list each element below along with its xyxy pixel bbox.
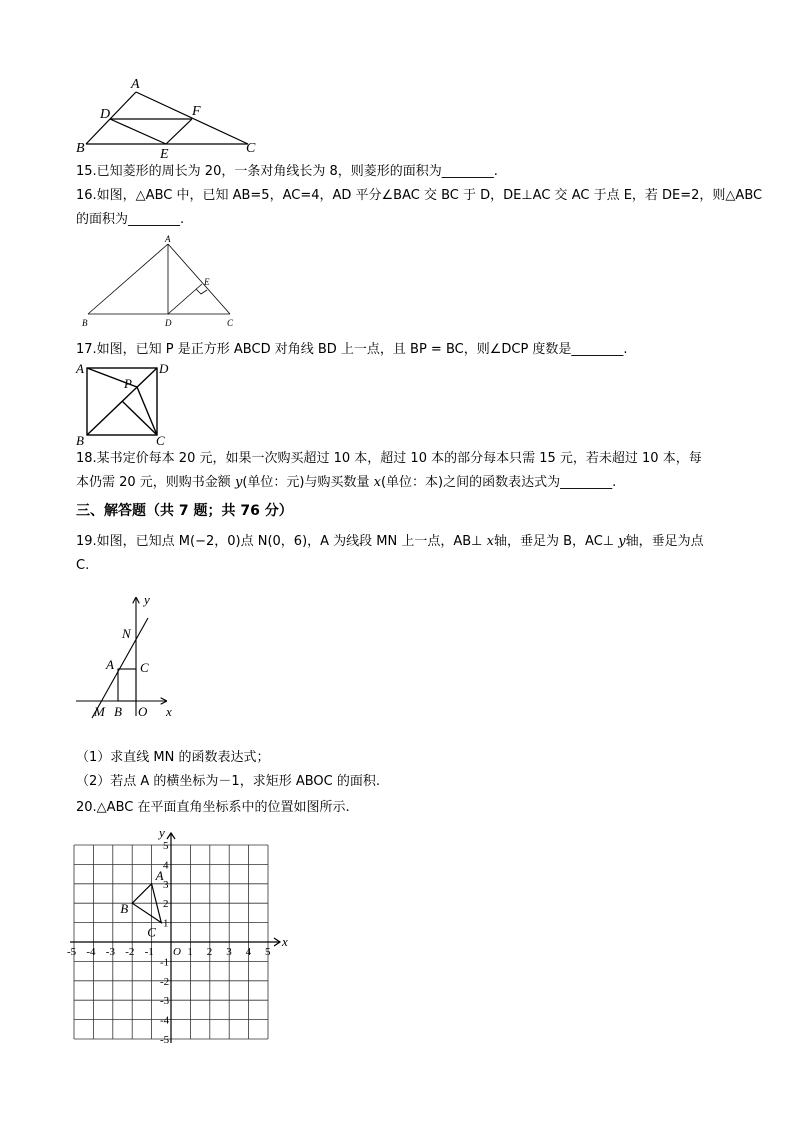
fig16-label-e: E bbox=[204, 277, 210, 287]
figure-17 bbox=[76, 362, 176, 447]
figure-16 bbox=[80, 236, 250, 331]
fig14-label-c: C bbox=[246, 141, 256, 156]
fig19-label-b: B bbox=[114, 704, 122, 719]
y-tick-label: 3 bbox=[163, 878, 169, 891]
point-label-b: B bbox=[120, 901, 129, 917]
fig14-label-d: D bbox=[100, 107, 111, 122]
question-19-line2: C. bbox=[76, 558, 90, 573]
question-15: 15.已知菱形的周长为 20，一条对角线长为 8，则菱形的面积为________. bbox=[76, 164, 498, 179]
x-tick-label: 4 bbox=[245, 946, 252, 958]
fig14-label-f: F bbox=[192, 104, 201, 119]
q19-text-b: 轴，垂足为 B，AC⊥ bbox=[494, 534, 619, 549]
question-17: 17.如图，已知 P 是正方形 ABCD 对角线 BD 上一点，且 BP = BC，则∠DCP 度数是________. bbox=[76, 342, 628, 357]
fig19-label-c: C bbox=[140, 660, 149, 675]
fig19-label-a: A bbox=[106, 657, 114, 672]
question-18-line1: 18.某书定价每本 20 元，如果一次购买超过 10 本，超过 10 本的部分每本只需 15 元，若未超过 10 本，每 bbox=[76, 451, 702, 466]
fig17-label-b: B bbox=[76, 433, 84, 448]
x-tick-label: 5 bbox=[265, 946, 271, 958]
x-tick-label: -5 bbox=[67, 946, 77, 958]
x-tick-label: 2 bbox=[206, 946, 213, 958]
fig19-label-m: M bbox=[94, 704, 105, 719]
x-tick-label: 1 bbox=[187, 946, 193, 958]
fig17-segment-cp bbox=[137, 387, 157, 435]
point-label-c: C bbox=[147, 924, 156, 940]
fig14-side-ba bbox=[86, 92, 136, 144]
y-tick-label: 4 bbox=[163, 859, 169, 872]
origin-label: O bbox=[173, 946, 181, 958]
fig17-label-p: P bbox=[124, 376, 132, 391]
fig16-right-angle-mark bbox=[196, 289, 207, 294]
figure-19 bbox=[74, 588, 194, 728]
y-axis-label: y bbox=[159, 825, 165, 840]
fig16-label-a: A bbox=[165, 234, 171, 244]
x-tick-label: -3 bbox=[105, 946, 115, 958]
x-tick-label: 3 bbox=[226, 946, 232, 958]
figure-14 bbox=[74, 76, 264, 162]
q18-var-x: x bbox=[373, 475, 381, 490]
y-tick-label: -2 bbox=[160, 975, 170, 988]
question-19-sub2: （2）若点 A 的横坐标为－1，求矩形 ABOC 的面积. bbox=[76, 774, 380, 789]
fig17-label-c: C bbox=[156, 433, 165, 448]
fig16-label-b: B bbox=[82, 318, 88, 328]
fig14-segment-de bbox=[110, 119, 166, 144]
fig17-segment-ac-part bbox=[122, 401, 157, 435]
section-3-title: 三、解答题（共 7 题；共 76 分） bbox=[76, 503, 293, 519]
fig19-label-y: y bbox=[144, 592, 150, 607]
y-tick-label: -3 bbox=[160, 995, 170, 1008]
question-19-sub1: （1）求直线 MN 的函数表达式； bbox=[76, 750, 270, 765]
x-axis-label: x bbox=[282, 934, 288, 949]
x-tick-label: -1 bbox=[144, 946, 154, 958]
x-tick-label: -2 bbox=[125, 946, 135, 958]
q18-text-c: (单位：本)之间的函数表达式为________. bbox=[380, 475, 617, 490]
fig19-rectangle-aboc bbox=[118, 669, 136, 701]
x-tick-label: -4 bbox=[86, 946, 96, 958]
fig19-label-n: N bbox=[122, 626, 131, 641]
fig14-segment-ef bbox=[166, 119, 192, 144]
q18-text-b: (单位：元)与购买数量 bbox=[242, 475, 374, 490]
fig19-label-o: O bbox=[138, 704, 148, 719]
fig17-label-a: A bbox=[76, 361, 84, 376]
fig16-label-c: C bbox=[227, 318, 234, 328]
question-20: 20.△ABC 在平面直角坐标系中的位置如图所示. bbox=[76, 800, 350, 815]
q19-text-a: 19.如图，已知点 M(−2，0)点 N(0，6)，A 为线段 MN 上一点，AB⊥ bbox=[76, 534, 487, 549]
q18-text-a: 本仍需 20 元，则购书金额 bbox=[76, 475, 235, 490]
q19-text-c: 轴，垂足为点 bbox=[625, 534, 704, 549]
question-16-line2: 的面积为________. bbox=[76, 212, 185, 227]
q19-var-y: y bbox=[618, 534, 626, 549]
fig16-label-d: D bbox=[165, 318, 172, 328]
question-16-line1: 16.如图，△ABC 中，已知 AB=5，AC=4，AD 平分∠BAC 交 BC 于 D，DE⊥AC 交 AC 于点 E，若 DE=2，则△ABC bbox=[76, 188, 763, 203]
fig16-side-ab bbox=[88, 244, 168, 314]
fig17-label-d: D bbox=[159, 361, 169, 376]
y-tick-label: 5 bbox=[163, 840, 169, 852]
q18-var-y: y bbox=[234, 475, 243, 490]
point-label-a: A bbox=[155, 867, 164, 883]
y-tick-label: -5 bbox=[160, 1034, 170, 1046]
question-18-line2 bbox=[76, 474, 616, 492]
question-19-line1 bbox=[76, 533, 704, 551]
q19-var-x: x bbox=[486, 534, 494, 549]
fig16-side-ac bbox=[168, 244, 230, 314]
fig19-label-x: x bbox=[166, 704, 172, 719]
fig16-segment-de bbox=[168, 284, 202, 314]
figure-20-grid bbox=[67, 824, 308, 1046]
y-tick-label: 1 bbox=[163, 917, 169, 930]
fig14-label-a: A bbox=[131, 77, 140, 92]
fig14-label-e: E bbox=[160, 147, 169, 162]
y-tick-label: -1 bbox=[160, 956, 170, 969]
y-tick-label: 2 bbox=[163, 898, 169, 911]
y-tick-label: -4 bbox=[160, 1014, 170, 1027]
fig14-label-b: B bbox=[76, 141, 85, 156]
